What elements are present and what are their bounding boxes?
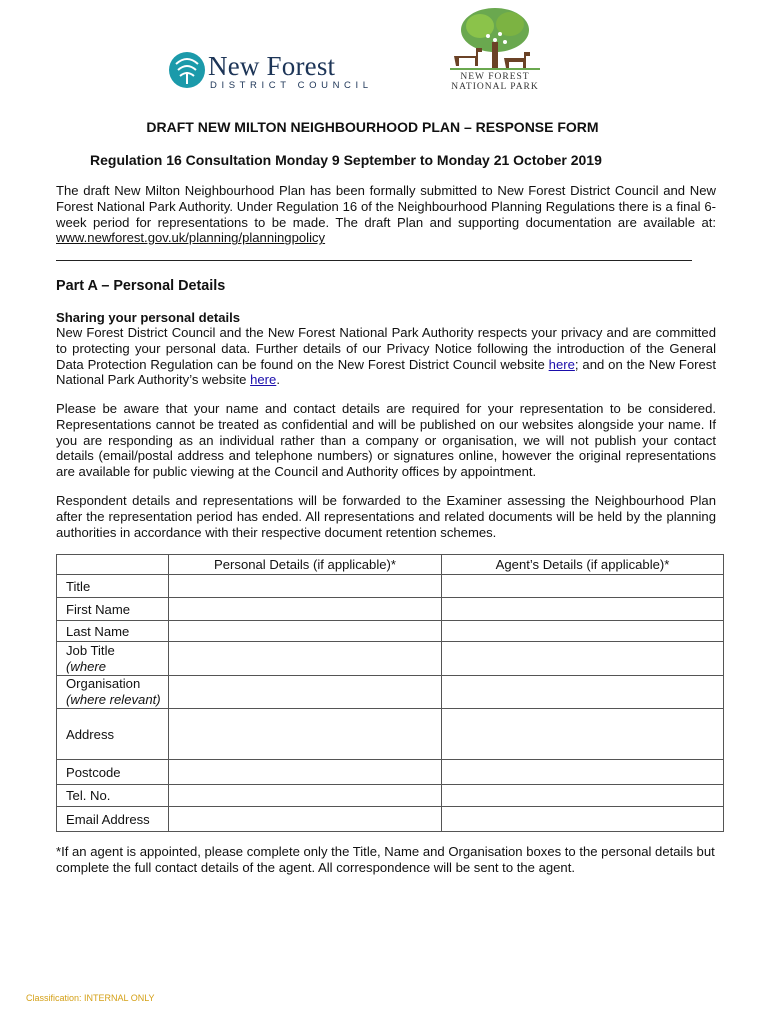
- personal-title-field[interactable]: [169, 575, 442, 598]
- privacy-paragraph: [56, 325, 716, 388]
- part-a-heading: Part A – Personal Details: [56, 278, 226, 294]
- form-title: DRAFT NEW MILTON NEIGHBOURHOOD PLAN – RESPONSE FORM: [146, 119, 599, 135]
- national-park-logo: [440, 6, 550, 96]
- personal-details-table: [56, 554, 724, 832]
- national-park-line1: NEW FOREST: [460, 72, 530, 82]
- classification-label: Classification: INTERNAL ONLY: [26, 993, 155, 1003]
- agent-last-name-field[interactable]: [442, 621, 724, 642]
- job-title-text: Job Title: [66, 642, 115, 658]
- label-address: Address: [57, 709, 169, 760]
- table-row: [57, 598, 724, 621]
- label-tel: Tel. No.: [57, 785, 169, 807]
- tree-ponies-icon: [440, 6, 550, 72]
- job-title-note: (where: [66, 658, 107, 674]
- examiner-notice: Respondent details and representations will be forwarded to the Examiner assessing the Neighbourhood Plan after the representation period has ended. All representations and related documents will be held by the planning authorities in accordance with their respective document retention schemes.: [56, 493, 716, 540]
- agent-email-field[interactable]: [442, 807, 724, 832]
- label-title: Title: [57, 575, 169, 598]
- header-agent: Agent’s Details (if applicable)*: [442, 555, 724, 575]
- privacy-text-3: .: [276, 372, 280, 388]
- header-blank-cell: [57, 555, 169, 575]
- personal-email-field[interactable]: [169, 807, 442, 832]
- header-personal: Personal Details (if applicable)*: [169, 555, 442, 575]
- agent-first-name-field[interactable]: [442, 598, 724, 621]
- district-council-logo: [168, 50, 373, 94]
- label-job-title: [57, 642, 169, 676]
- council-privacy-link[interactable]: here: [548, 356, 575, 372]
- national-park-line2: NATIONAL PARK: [451, 82, 539, 92]
- personal-postcode-field[interactable]: [169, 760, 442, 785]
- label-first-name: First Name: [57, 598, 169, 621]
- label-last-name: Last Name: [57, 621, 169, 642]
- table-row: [57, 760, 724, 785]
- agent-job-title-field[interactable]: [442, 642, 724, 676]
- consultation-dates: Regulation 16 Consultation Monday 9 September to Monday 21 October 2019: [90, 152, 602, 168]
- table-row: [57, 785, 724, 807]
- council-emblem-icon: [168, 50, 206, 90]
- sharing-heading: Sharing your personal details: [56, 310, 241, 325]
- label-email: Email Address: [57, 807, 169, 832]
- national-park-name: [440, 72, 550, 92]
- table-row: [57, 642, 724, 676]
- park-privacy-link[interactable]: here: [250, 372, 277, 388]
- intro-text: The draft New Milton Neighbourhood Plan has been formally submitted to New Forest District Council and New Forest National Park Authority. Under Regulation 16 of the Neighbourhood Planning Regulations there is a final 6-week period for representations to be made. The draft Plan and supporting documentation are available at:: [56, 183, 716, 230]
- table-row: [57, 709, 724, 760]
- privacy-text-1: New Forest District Council and the New Forest National Park Authority respects your privacy and are committed to protecting your personal data. Further details of our Privacy Notice following the introduction of the General Data Protection Regulation can be found on the New Forest District Council website: [56, 325, 716, 372]
- publication-notice: Please be aware that your name and contact details are required for your representation to be considered. Representations cannot be treated as confidential and will be published on our websites alongside your name. If you are responding as an individual rather than a company or organisation, we will not publish your contact details (email/postal address and telephone numbers) or signatures online, however the original representations are available for public viewing at the Council and Authority offices by appointment.: [56, 401, 716, 480]
- table-row: [57, 575, 724, 598]
- organisation-note: (where relevant): [66, 692, 161, 707]
- label-postcode: Postcode: [57, 760, 169, 785]
- table-header-row: [57, 555, 724, 575]
- privacy-text-2: ; and on the New Forest National Park Authority’s website: [56, 356, 716, 388]
- organisation-text: Organisation: [66, 676, 141, 691]
- table-row: [57, 676, 724, 709]
- personal-tel-field[interactable]: [169, 785, 442, 807]
- intro-paragraph: [56, 183, 716, 246]
- council-subtitle: DISTRICT COUNCIL: [210, 80, 373, 91]
- table-row: [57, 621, 724, 642]
- agent-footnote: *If an agent is appointed, please complete only the Title, Name and Organisation boxes to the personal details but complete the full contact details of the agent. All correspondence will be sent to the agent.: [56, 844, 715, 875]
- label-organisation: [57, 676, 169, 709]
- council-name: New Forest: [208, 51, 336, 81]
- personal-address-field[interactable]: [169, 709, 442, 760]
- personal-first-name-field[interactable]: [169, 598, 442, 621]
- personal-job-title-field[interactable]: [169, 642, 442, 676]
- table-row: [57, 807, 724, 832]
- agent-tel-field[interactable]: [442, 785, 724, 807]
- personal-organisation-field[interactable]: [169, 676, 442, 709]
- personal-last-name-field[interactable]: [169, 621, 442, 642]
- agent-postcode-field[interactable]: [442, 760, 724, 785]
- agent-address-field[interactable]: [442, 709, 724, 760]
- agent-title-field[interactable]: [442, 575, 724, 598]
- agent-organisation-field[interactable]: [442, 676, 724, 709]
- planning-policy-link[interactable]: www.newforest.gov.uk/planning/planningpolicy: [56, 230, 326, 246]
- section-divider: [56, 260, 692, 261]
